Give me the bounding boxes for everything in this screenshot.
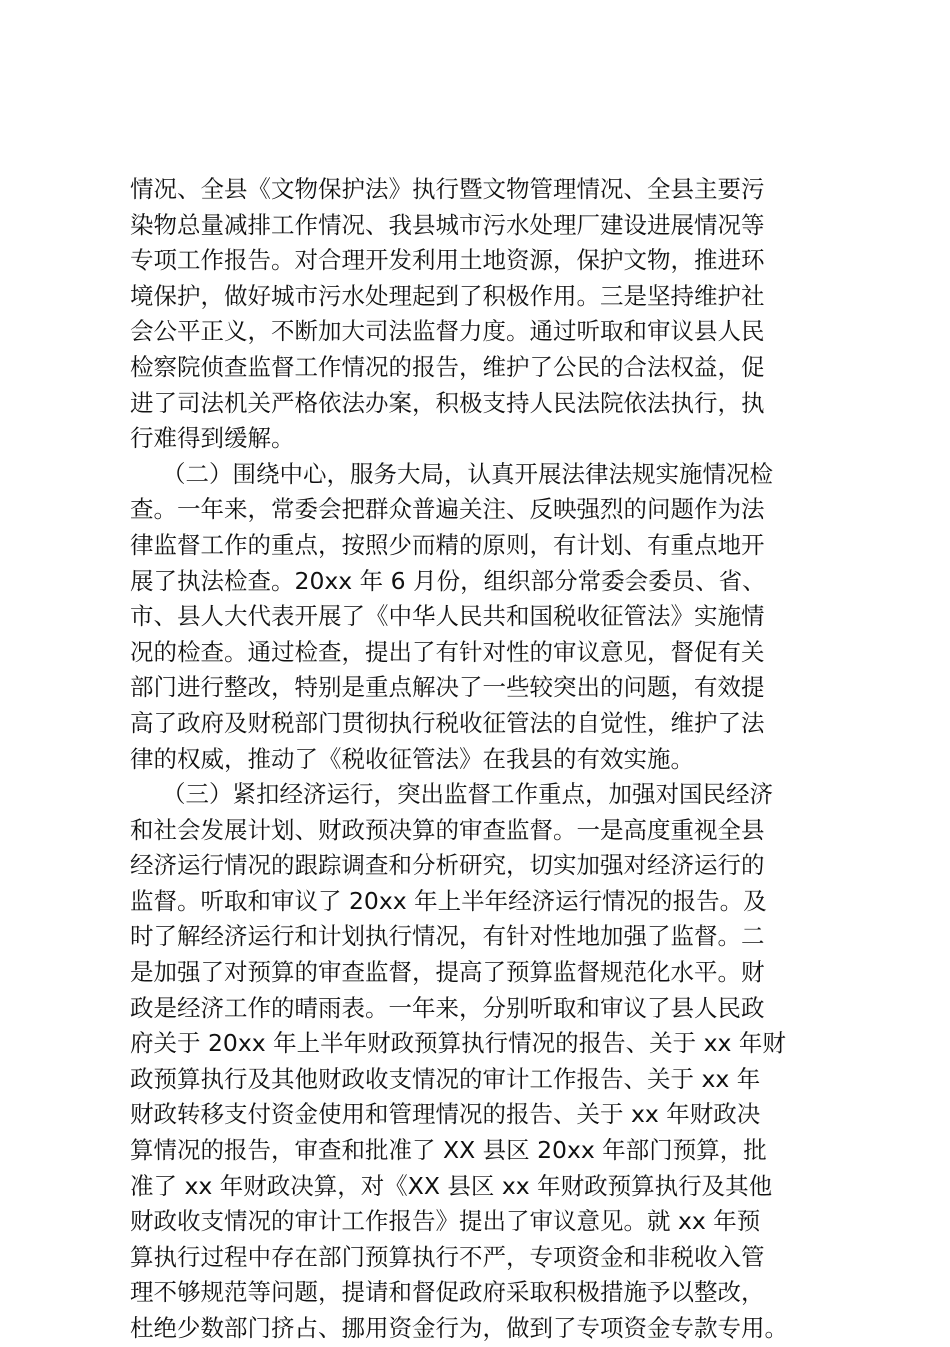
text-line: 会公平正义，不断加大司法监督力度。通过听取和审议县人民: [130, 317, 765, 346]
text-line: 部门进行整改，特别是重点解决了一些较突出的问题，有效提: [130, 673, 765, 702]
text-line: 财政转移支付资金使用和管理情况的报告、关于 xx 年财政决: [130, 1100, 761, 1129]
text-line: 行难得到缓解。: [130, 424, 295, 453]
text-line: 染物总量减排工作情况、我县城市污水处理厂建设进展情况等: [130, 210, 765, 239]
text-line: 进了司法机关严格依法办案，积极支持人民法院依法执行，执: [130, 388, 765, 417]
text-line: 高了政府及财税部门贯彻执行税收征管法的自觉性，维护了法: [130, 708, 765, 737]
text-line: 市、县人大代表开展了《中华人民共和国税收征管法》实施情: [130, 602, 765, 631]
text-line: 府关于 20xx 年上半年财政预算执行情况的报告、关于 xx 年财: [130, 1029, 786, 1058]
document-body: [130, 172, 830, 1347]
text-line: 和社会发展计划、财政预决算的审查监督。一是高度重视全县: [130, 815, 765, 844]
text-line: 专项工作报告。对合理开发利用土地资源，保护文物，推进环: [130, 246, 765, 275]
text-line: 检察院侦查监督工作情况的报告，维护了公民的合法权益，促: [130, 352, 765, 381]
text-line: 杜绝少数部门挤占、挪用资金行为，做到了专项资金专款专用。: [130, 1314, 788, 1342]
text-line: 算执行过程中存在部门预算执行不严，专项资金和非税收入管: [130, 1242, 765, 1271]
text-line: 理不够规范等问题，提请和督促政府采取积极措施予以整改，: [130, 1278, 765, 1307]
text-line: 财政收支情况的审计工作报告》提出了审议意见。就 xx 年预: [130, 1207, 761, 1236]
text-line: 政是经济工作的晴雨表。一年来，分别听取和审议了县人民政: [130, 993, 765, 1022]
text-line: 律的权威，推动了《税收征管法》在我县的有效实施。: [130, 744, 694, 773]
text-line: 是加强了对预算的审查监督，提高了预算监督规范化水平。财: [130, 958, 765, 987]
paragraph-2-start: （二）围绕中心，服务大局，认真开展法律法规实施情况检: [162, 459, 773, 488]
text-line: 况的检查。通过检查，提出了有针对性的审议意见，督促有关: [130, 637, 765, 666]
text-line: 展了执法检查。20xx 年 6 月份，组织部分常委会委员、省、: [130, 566, 766, 595]
paragraph-3-start: （三）紧扣经济运行，突出监督工作重点，加强对国民经济: [162, 780, 773, 809]
text-line: 算情况的报告，审查和批准了 XX 县区 20xx 年部门预算，批: [130, 1136, 767, 1165]
text-line: 准了 xx 年财政决算，对《XX 县区 xx 年财政预算执行及其他: [130, 1171, 773, 1200]
text-line: 律监督工作的重点，按照少而精的原则，有计划、有重点地开: [130, 530, 765, 559]
text-line: 查。一年来，常委会把群众普遍关注、反映强烈的问题作为法: [130, 495, 765, 524]
text-line: 政预算执行及其他财政收支情况的审计工作报告、关于 xx 年: [130, 1064, 761, 1093]
text-line: 时了解经济运行和计划执行情况，有针对性地加强了监督。二: [130, 922, 765, 951]
text-line: 经济运行情况的跟踪调查和分析研究，切实加强对经济运行的: [130, 851, 765, 880]
text-line: 监督。听取和审议了 20xx 年上半年经济运行情况的报告。及: [130, 886, 767, 915]
text-line: 情况、全县《文物保护法》执行暨文物管理情况、全县主要污: [130, 175, 765, 203]
text-line: 境保护，做好城市污水处理起到了积极作用。三是坚持维护社: [130, 281, 765, 310]
